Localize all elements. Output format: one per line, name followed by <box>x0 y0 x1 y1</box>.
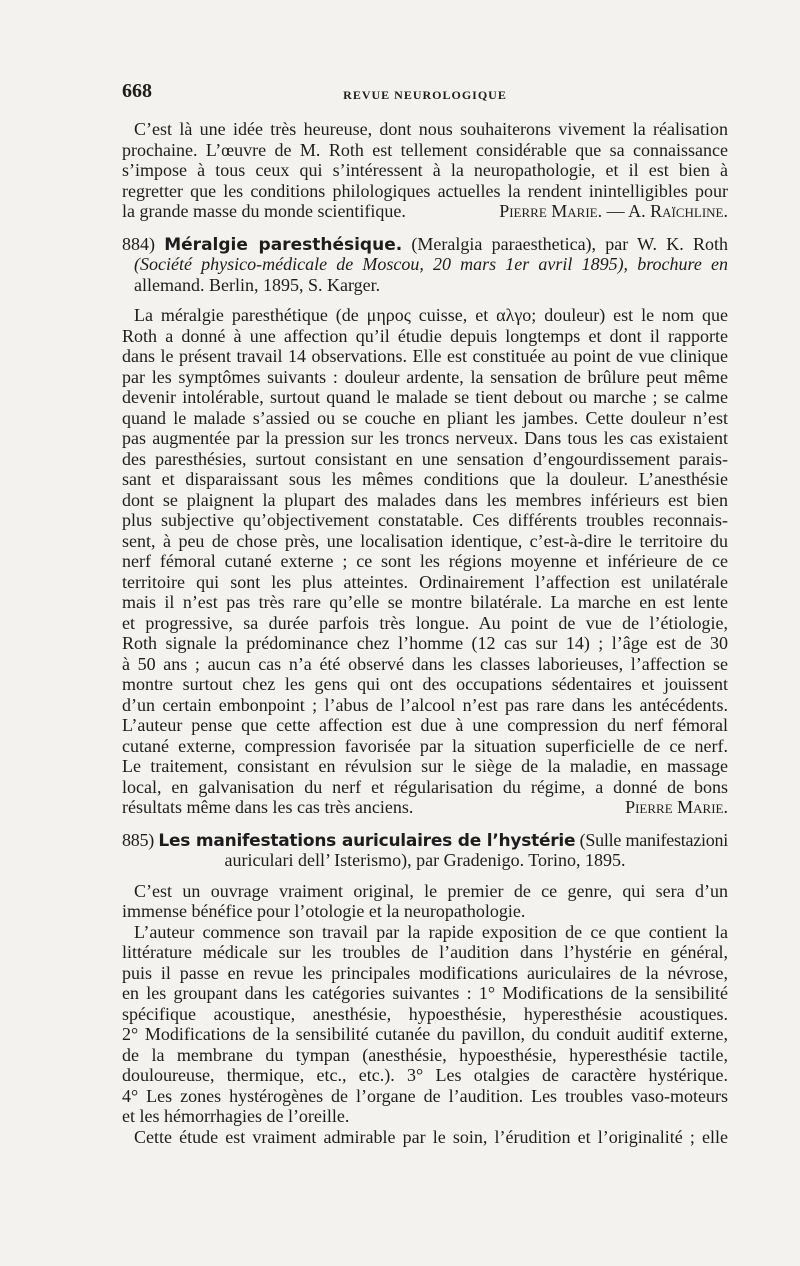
text-line: littérature médicale sur les troubles de l’audition dans l’hystérie en général, <box>122 942 728 962</box>
text-line: spécifique acoustique, anesthésie, hypoesthésie, hyperesthésie acoustiques. <box>122 1003 728 1024</box>
article-heading <box>122 830 728 851</box>
article-number: 884) <box>122 233 155 254</box>
text-line: Roth a donné à une affection qu’il étudie depuis longtemps et dont il rapporte <box>122 325 728 346</box>
article-citation: (Sulle manifestazioni <box>579 829 728 850</box>
text-line: des paresthésies, surtout consistant en une sensation d’engourdissement parais- <box>122 448 728 469</box>
page-number: 668 <box>122 80 152 102</box>
text-line: La méralgie paresthétique (de μηρος cuisse, et αλγο; douleur) est le nom que <box>134 305 728 325</box>
signature: Pierre Marie. — A. Raïchline. <box>499 201 728 221</box>
review-885 <box>122 830 728 1148</box>
text-line: s’impose à tous ceux qui s’intéressent à la neuropathologie, et il est bien à <box>122 160 728 180</box>
citation-text: (Société physico-médicale de Moscou, 20 mars 1er avril 1895), brochure en <box>134 254 728 274</box>
text-line: cutané externe, compression favorisée par la situation superficielle de ce nerf. <box>122 735 728 756</box>
text-line: Roth signale la prédominance chez l’homme (12 cas sur 14) ; l’âge est de 30 <box>122 633 728 653</box>
text-line: d’un certain embonpoint ; l’abus de l’alcool n’est pas rare dans les antécédents. <box>122 694 728 715</box>
text-line: 4° Les zones hystérogènes de l’organe de l’audition. Les troubles vaso-moteurs <box>122 1085 728 1106</box>
text-line <box>122 797 728 818</box>
text-line: prochaine. L’œuvre de M. Roth est tellement considérable que sa connaissance <box>122 139 728 160</box>
text-line-content: la grande masse du monde scientifique. <box>122 201 406 221</box>
text-line: immense bénéfice pour l’otologie et la neuropathologie. <box>122 901 526 921</box>
text-line: douloureuse, thermique, etc., etc.). 3° Les otalgies de caractère hystérique. <box>122 1065 728 1085</box>
text-line: plus subjective qu’objectivement constatable. Ces différents troubles reconnais- <box>122 510 728 530</box>
text-line: C’est là une idée très heureuse, dont nous souhaiterons vivement la réalisation <box>134 119 728 139</box>
article-heading <box>122 234 728 255</box>
text-line: nerf fémoral cutané externe ; ce sont les régions moyenne et inférieure de ce <box>122 551 728 571</box>
text-line: puis il passe en revue les principales modifications auriculaires de la névrose, <box>122 962 728 983</box>
text-line: L’auteur pense que cette affection est due à une compression du nerf fémoral <box>122 715 728 735</box>
text-line: montre surtout chez les gens qui ont des occupations sédentaires et jouissent <box>122 674 728 694</box>
text-line: et les hémorrhagies de l’oreille. <box>122 1106 350 1126</box>
article-title: Les manifestations auriculaires de l’hystérie <box>158 830 576 851</box>
text-line: à 50 ans ; aucun cas n’a été observé dans les classes laborieuses, l’affection se <box>122 653 728 674</box>
text-line: de la membrane du tympan (anesthésie, hypoesthésie, hyperesthésie tactile, <box>122 1044 728 1065</box>
text-line: Le traitement, consistant en révulsion sur le siège de la maladie, en massage <box>122 756 728 776</box>
article-citation: (Meralgia paraesthetica), par W. K. Roth <box>411 233 728 254</box>
article-number: 885) <box>122 829 154 850</box>
text-line: par les symptômes suivants : douleur ardente, la sensation de brûlure peut même <box>122 366 728 387</box>
text-line: devenir intolérable, surtout quand le malade se tient debout ou marche ; se calme <box>122 387 728 407</box>
article-title: Méralgie paresthésique. <box>164 234 403 255</box>
text-line: 2° Modifications de la sensibilité cutanée du pavillon, du conduit auditif externe, <box>122 1024 728 1044</box>
text-line: local, en galvanisation du nerf et régularisation du régime, a donné de bons <box>122 776 728 797</box>
citation-line: allemand. Berlin, 1895, S. Karger. <box>134 274 381 295</box>
running-title: REVUE NEUROLOGIQUE <box>343 88 507 102</box>
text-line: en les groupant dans les catégories suivantes : 1° Modifications de la sensibilité <box>122 983 728 1003</box>
text-line: Cette étude est vraiment admirable par le soin, l’érudition et l’originalité ; elle <box>134 1126 728 1147</box>
text-line: mais il n’est pas très rare qu’elle se montre bilatérale. La marche en est lente <box>122 592 728 612</box>
citation-line <box>122 254 728 275</box>
citation-line: auriculari dell’ Isterismo), par Gradenigo. Torino, 1895. <box>224 850 626 870</box>
text-line: quand le malade s’assied ou se couche en pliant les jambes. Cette douleur n’est <box>122 407 728 428</box>
signature: Pierre Marie. <box>625 797 728 817</box>
review-884 <box>122 234 728 818</box>
text-line: territoire qui sont les plus atteintes. Ordinairement l’affection est unilatérale <box>122 571 728 592</box>
page-text <box>122 119 728 1147</box>
text-line-content: résultats même dans les cas très anciens. <box>122 797 414 817</box>
text-line: et progressive, sa durée parfois très longue. Au point de vue de l’étiologie, <box>122 612 728 633</box>
text-line <box>122 201 728 222</box>
text-line: sent, à peu de chose près, une localisation identique, c’est-à-dire le territoire du <box>122 530 728 551</box>
text-line: dont se plaignent la plupart des malades dans les membres inférieurs est bien <box>122 489 728 510</box>
text-line: pas augmentée par la pression sur les troncs nerveux. Dans tous les cas existaient <box>122 428 728 448</box>
text-line: sant et disparaissant sous les mêmes conditions que la douleur. L’anesthésie <box>122 469 728 489</box>
text-line: C’est un ouvrage vraiment original, le premier de ce genre, qui sera d’un <box>134 880 728 901</box>
text-line: dans le présent travail 14 observations. Elle est constituée au point de vue clinique <box>122 346 728 366</box>
page-header <box>122 80 728 104</box>
text-line: regretter que les conditions philologiques actuelles la rendent inintelligibles pour <box>122 180 728 201</box>
previous-review <box>122 119 728 222</box>
text-line: L’auteur commence son travail par la rapide exposition de ce que contient la <box>134 921 728 942</box>
